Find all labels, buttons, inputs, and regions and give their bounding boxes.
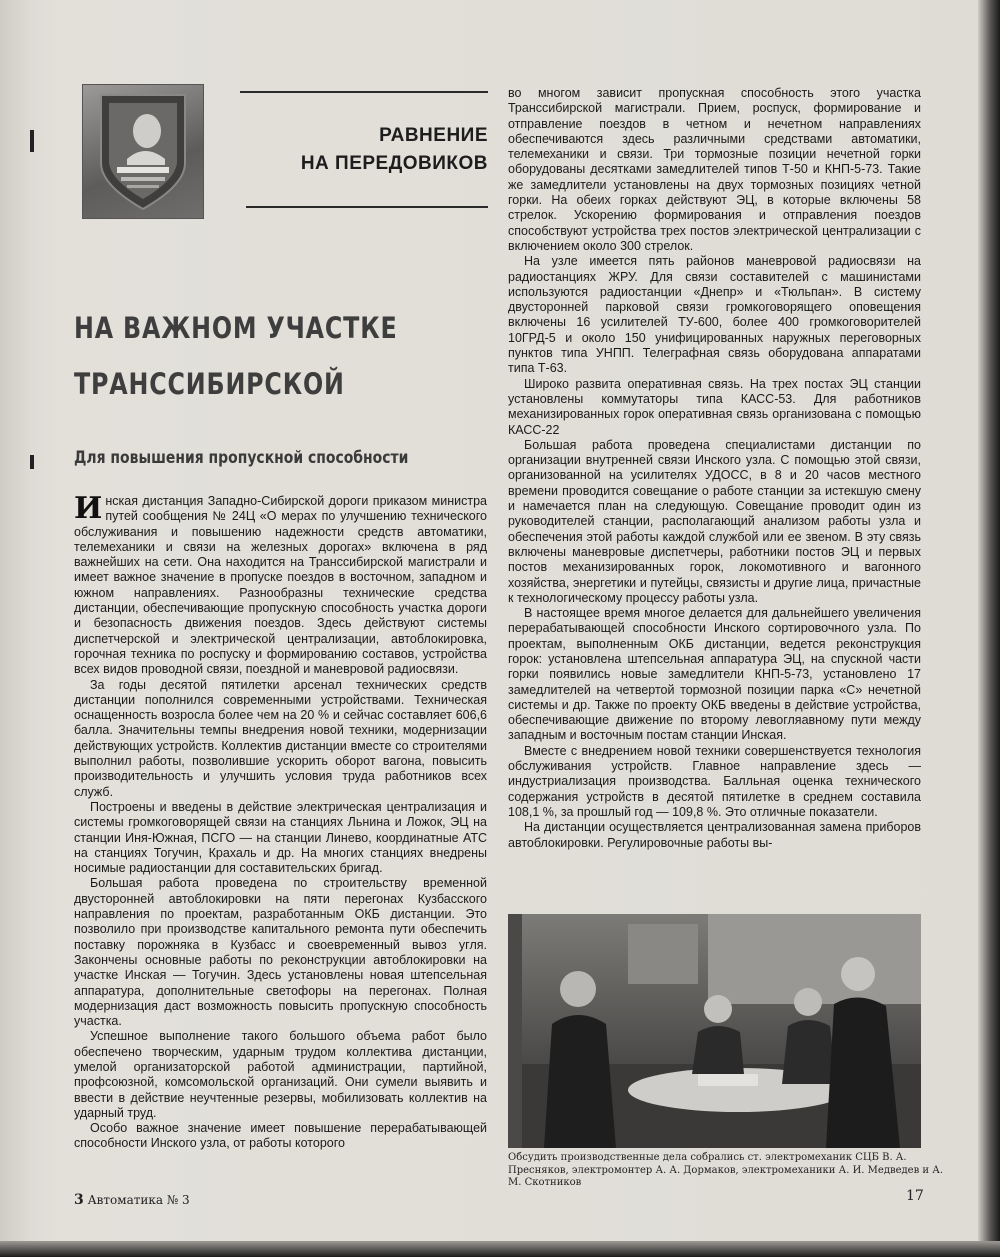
paragraph: Построены и введены в действие электрическая централизация и системы громкоговорящей связи на станциях Льнина и Ложок, ЭЦ на станции Иня-Южная, ПСГО — на станции Линево, координатные АТС на станциях Тогучин, Крахаль и др. На многих станциях внедрены носимые радиостанции для составительских бригад. (74, 799, 487, 876)
paragraph: На узле имеется пять районов маневровой радиосвязи на радиостанциях ЖРУ. Для связи составителей с машинистами используются радиостанции «Днепр» и «Тюльпан». В систему двусторонней парковой связи громкоговорящего оповещения включены 16 усилителей ТУ-600, более 400 громкоговорителей 10ГРД-5 и около 150 унифицированных наружных переговорных пунктов типа УНПП. Телеграфная связь оборудована аппаратами типа Т-63. (508, 254, 921, 376)
paragraph-text: нская дистанция Западно-Сибирской дороги приказом министра путей сообщения № 24Ц «О мерах по улучшению технического обслуживания и повышению надежности средств автоматики, телемеханики и связи на железных дорогах» включена в ряд важнейших на сети. Она находится на Транссибирской магистрали и имеет важное значение в пропуске поездов в восточном, западном и южном направлениях. Разнообразны технические средства дистанции, обеспечивающие пропускную способность участка дороги и безопасность движения поездов. Здесь действуют системы диспетчерской и электрической централизации, автоблокировка, горочная техника по роспуску и формированию составов, устройства всех видов проводной связи, поездной и маневровой радиосвязи. (74, 494, 487, 677)
bottom-page-shadow (0, 1241, 1000, 1257)
paragraph: во многом зависит пропускная способность этого участка Транссибирской магистрали. Прием, роспуск, формирование и отправление поездов в четном и нечетном направлениях обеспечиваются здесь различными средствами автоматики, телемеханики и связи. Три тормозные позиции нечетной горки оборудованы десятками замедлителей типов Т-50 и КНП-5-73. Такие же замедлители установлены на двух тормозных позициях четной горки. На обеих горках действуют ЭЦ, в которые включены 58 стрелок. Ускорению формирования и отправления поездов способствуют устройства трех постов электрической централизации с включением около 300 стрелок. (508, 86, 921, 253)
rubric-line-1: РАВНЕНИЕ (379, 125, 488, 146)
right-page-shadow (978, 0, 1000, 1257)
paragraph: За годы десятой пятилетки арсенал технических средств дистанции пополнился современными устройствами. Техническая оснащенность возросла более чем на 20 % и сейчас составляет 606,6 балла. Значительны темпы внедрения новой техники, модернизации действующих устройств. Коллектив дистанции вместе со строителями выполнил работы, позволившие ускорить оборот вагона, повысить производительность и улучшить условия труда работников всех служб. (74, 677, 487, 799)
issue-number: 3 (74, 1192, 84, 1208)
paragraph: Широко развита оперативная связь. На трех постах ЭЦ станции установлены коммутаторы типа КАСС-53. Для работников механизированных горок оперативная связь организована с помощью КАСС-22 (508, 376, 921, 437)
rubric-heading (240, 122, 488, 178)
journal-name: Автоматика № 3 (87, 1193, 190, 1207)
paragraph: На дистанции осуществляется централизованная замена приборов автоблокировки. Регулировочные работы вы- (508, 820, 921, 850)
journal-footer (74, 1192, 190, 1208)
top-rule (240, 91, 488, 93)
paragraph: В настоящее время многое делается для дальнейшего увеличения перерабатывающей способности Инского сортировочного узла. По проектам, выполненным ОКБ дистанции, ведется реконструкция горок: установлена штепсельная аппаратура ЭЦ, на спускной части горки появились новые замедлители КНП-5-73, установлено 17 замедлителей на четвертой тормозной позиции парка «С» нечетной системы и др. Также по проекту ОКБ введены в действие устройства, обеспечивающие движение по второму левогляавному пути между западным и восточным постам станции Инская. (508, 606, 921, 743)
left-text-column (74, 491, 487, 1152)
article-subheadline: Для повышения пропускной способности (74, 448, 409, 468)
headline-line-1: НА ВАЖНОМ УЧАСТКЕ (74, 311, 398, 345)
paragraph: Вместе с внедрением новой техники совершенствуется технология обслуживания устройств. Главное направление здесь — индустриализация производства. Балльная оценка технического содержания устройств в десятой пятилетке в среднем составила 108,1 %, за прошлый год — 109,8 %. Это отличные показатели. (508, 743, 921, 819)
article-headline (74, 300, 402, 412)
paragraph: Успешное выполнение такого большого объема работ было обеспечено творческим, ударным трудом коллектива дистанции, умелой организаторской работой администрации, партийной, профсоюзной, комсомольской организаций. Они сумели выявить и ввести в действие неучтенные резервы, мобилизовать коллектив на ударный труд. (74, 1029, 487, 1120)
paragraph: Особо важное значение имеет повышение перерабатывающей способности Инского узла, от работы которого (74, 1121, 487, 1151)
rubric-line-2: НА ПЕРЕДОВИКОВ (300, 153, 488, 174)
lenin-badge-logo (82, 84, 204, 219)
binding-mark (30, 455, 34, 469)
right-text-column (508, 86, 921, 851)
paragraph: Большая работа проведена специалистами дистанции по организации внутренней связи Инского узла. С помощью этой связи, организованной на усилителях УДОСС, в 8 и 20 часов местного времени проводится совещание о работе станции за истекшую смену и намечается план на следующую. Совещание проводит один из руководителей станции, располагающий анализом работы узла и обеспечения этой работы каждой службой или ее звеном. В эту связь включены маневровые диспетчеры, работники постов ЭЦ и первых постов механизированных горок, локомотивного и вагонного хозяйства, энергетики и путейцы, связисты и другие лица, причастные к технологическому процессу работы узла. (508, 437, 921, 605)
drop-cap: И (74, 491, 103, 526)
meeting-photo (508, 914, 921, 1148)
binding-mark (30, 130, 34, 152)
page-number: 17 (906, 1188, 924, 1204)
bottom-rule (246, 206, 488, 208)
paragraph: Большая работа проведена по строительству временной двусторонней автоблокировки на пяти перегонах Кузбасского направления по проектам, разработанным ОКБ дистанции. Это позволило при производстве капитального ремонта пути обеспечить поставку порожняка в Кузбасс и своевременный вывоз угля. Закончены основные работы по реконструкции автоблокировки на участке Инская — Тогучин. Здесь установлены новая штепсельная аппаратура, дополнительные светофоры на перегонах. Полная модернизация даст возможность повысить пропускную способность участка. (74, 876, 487, 1029)
photo-caption: Обсудить производственные дела собрались ст. электромеханик СЦБ В. А. Пресняков, электромонтер А. А. Дормаков, электромеханики А. И. Медведев и А. М. Скотников (508, 1152, 943, 1188)
headline-line-2: ТРАНССИБИРСКОЙ (74, 367, 345, 401)
paragraph (74, 491, 487, 678)
